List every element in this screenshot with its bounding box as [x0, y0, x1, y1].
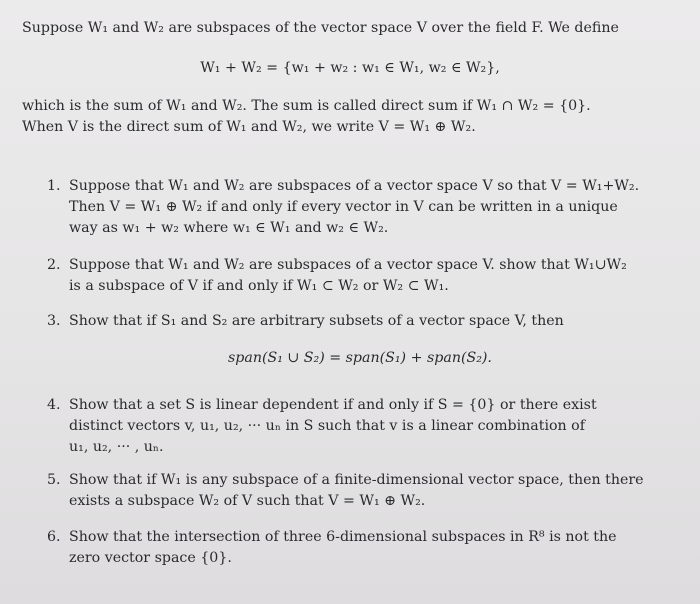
problem-5-line-2: exists a subspace W₂ of V such that V = W₁ ⊕ W₂. [69, 493, 426, 509]
problem-6-line-2: zero vector space {0}. [69, 550, 232, 566]
intro-line-3: When V is the direct sum of W₁ and W₂, we write V = W₁ ⊕ W₂. [22, 119, 476, 135]
problem-6-number: 6. [47, 529, 61, 545]
problem-1-line-2: Then V = W₁ ⊕ W₂ if and only if every vector in V can be written in a unique [69, 199, 618, 215]
problem-4-line-2: distinct vectors v, u₁, u₂, ··· uₙ in S such that v is a linear combination of [69, 418, 585, 434]
problem-5-number: 5. [47, 472, 61, 488]
problem-1-line-1: Suppose that W₁ and W₂ are subspaces of a vector space V so that V = W₁+W₂. [69, 178, 640, 194]
problem-2-line-1: Suppose that W₁ and W₂ are subspaces of a vector space V. show that W₁∪W₂ [69, 257, 627, 273]
problem-4-line-1: Show that a set S is linear dependent if and only if S = {0} or there exist [69, 397, 597, 413]
problem-6-line-1: Show that the intersection of three 6-dimensional subspaces in R⁸ is not the [69, 529, 617, 545]
problem-4-line-3: u₁, u₂, ··· , uₙ. [69, 439, 164, 455]
intro-line-2: which is the sum of W₁ and W₂. The sum is called direct sum if W₁ ∩ W₂ = {0}. [22, 98, 591, 114]
problem-1-line-3: way as w₁ + w₂ where w₁ ∈ W₁ and w₂ ∈ W₂. [69, 220, 389, 236]
problem-3-span-equation: span(S₁ ∪ S₂) = span(S₁) + span(S₂). [228, 350, 492, 366]
intro-line-1: Suppose W₁ and W₂ are subspaces of the vector space V over the field F. We define [22, 20, 619, 36]
problem-2-number: 2. [47, 257, 61, 273]
problem-4-number: 4. [47, 397, 61, 413]
direct-sum-definition-equation: W₁ + W₂ = {w₁ + w₂ : w₁ ∈ W₁, w₂ ∈ W₂}, [200, 60, 500, 76]
problem-5-line-1: Show that if W₁ is any subspace of a finite-dimensional vector space, then there [69, 472, 644, 488]
problem-2-line-2: is a subspace of V if and only if W₁ ⊂ W₂ or W₂ ⊂ W₁. [69, 278, 449, 294]
problem-3-number: 3. [47, 313, 61, 329]
problem-1-number: 1. [47, 178, 61, 194]
problem-3-line-1: Show that if S₁ and S₂ are arbitrary subsets of a vector space V, then [69, 313, 564, 329]
